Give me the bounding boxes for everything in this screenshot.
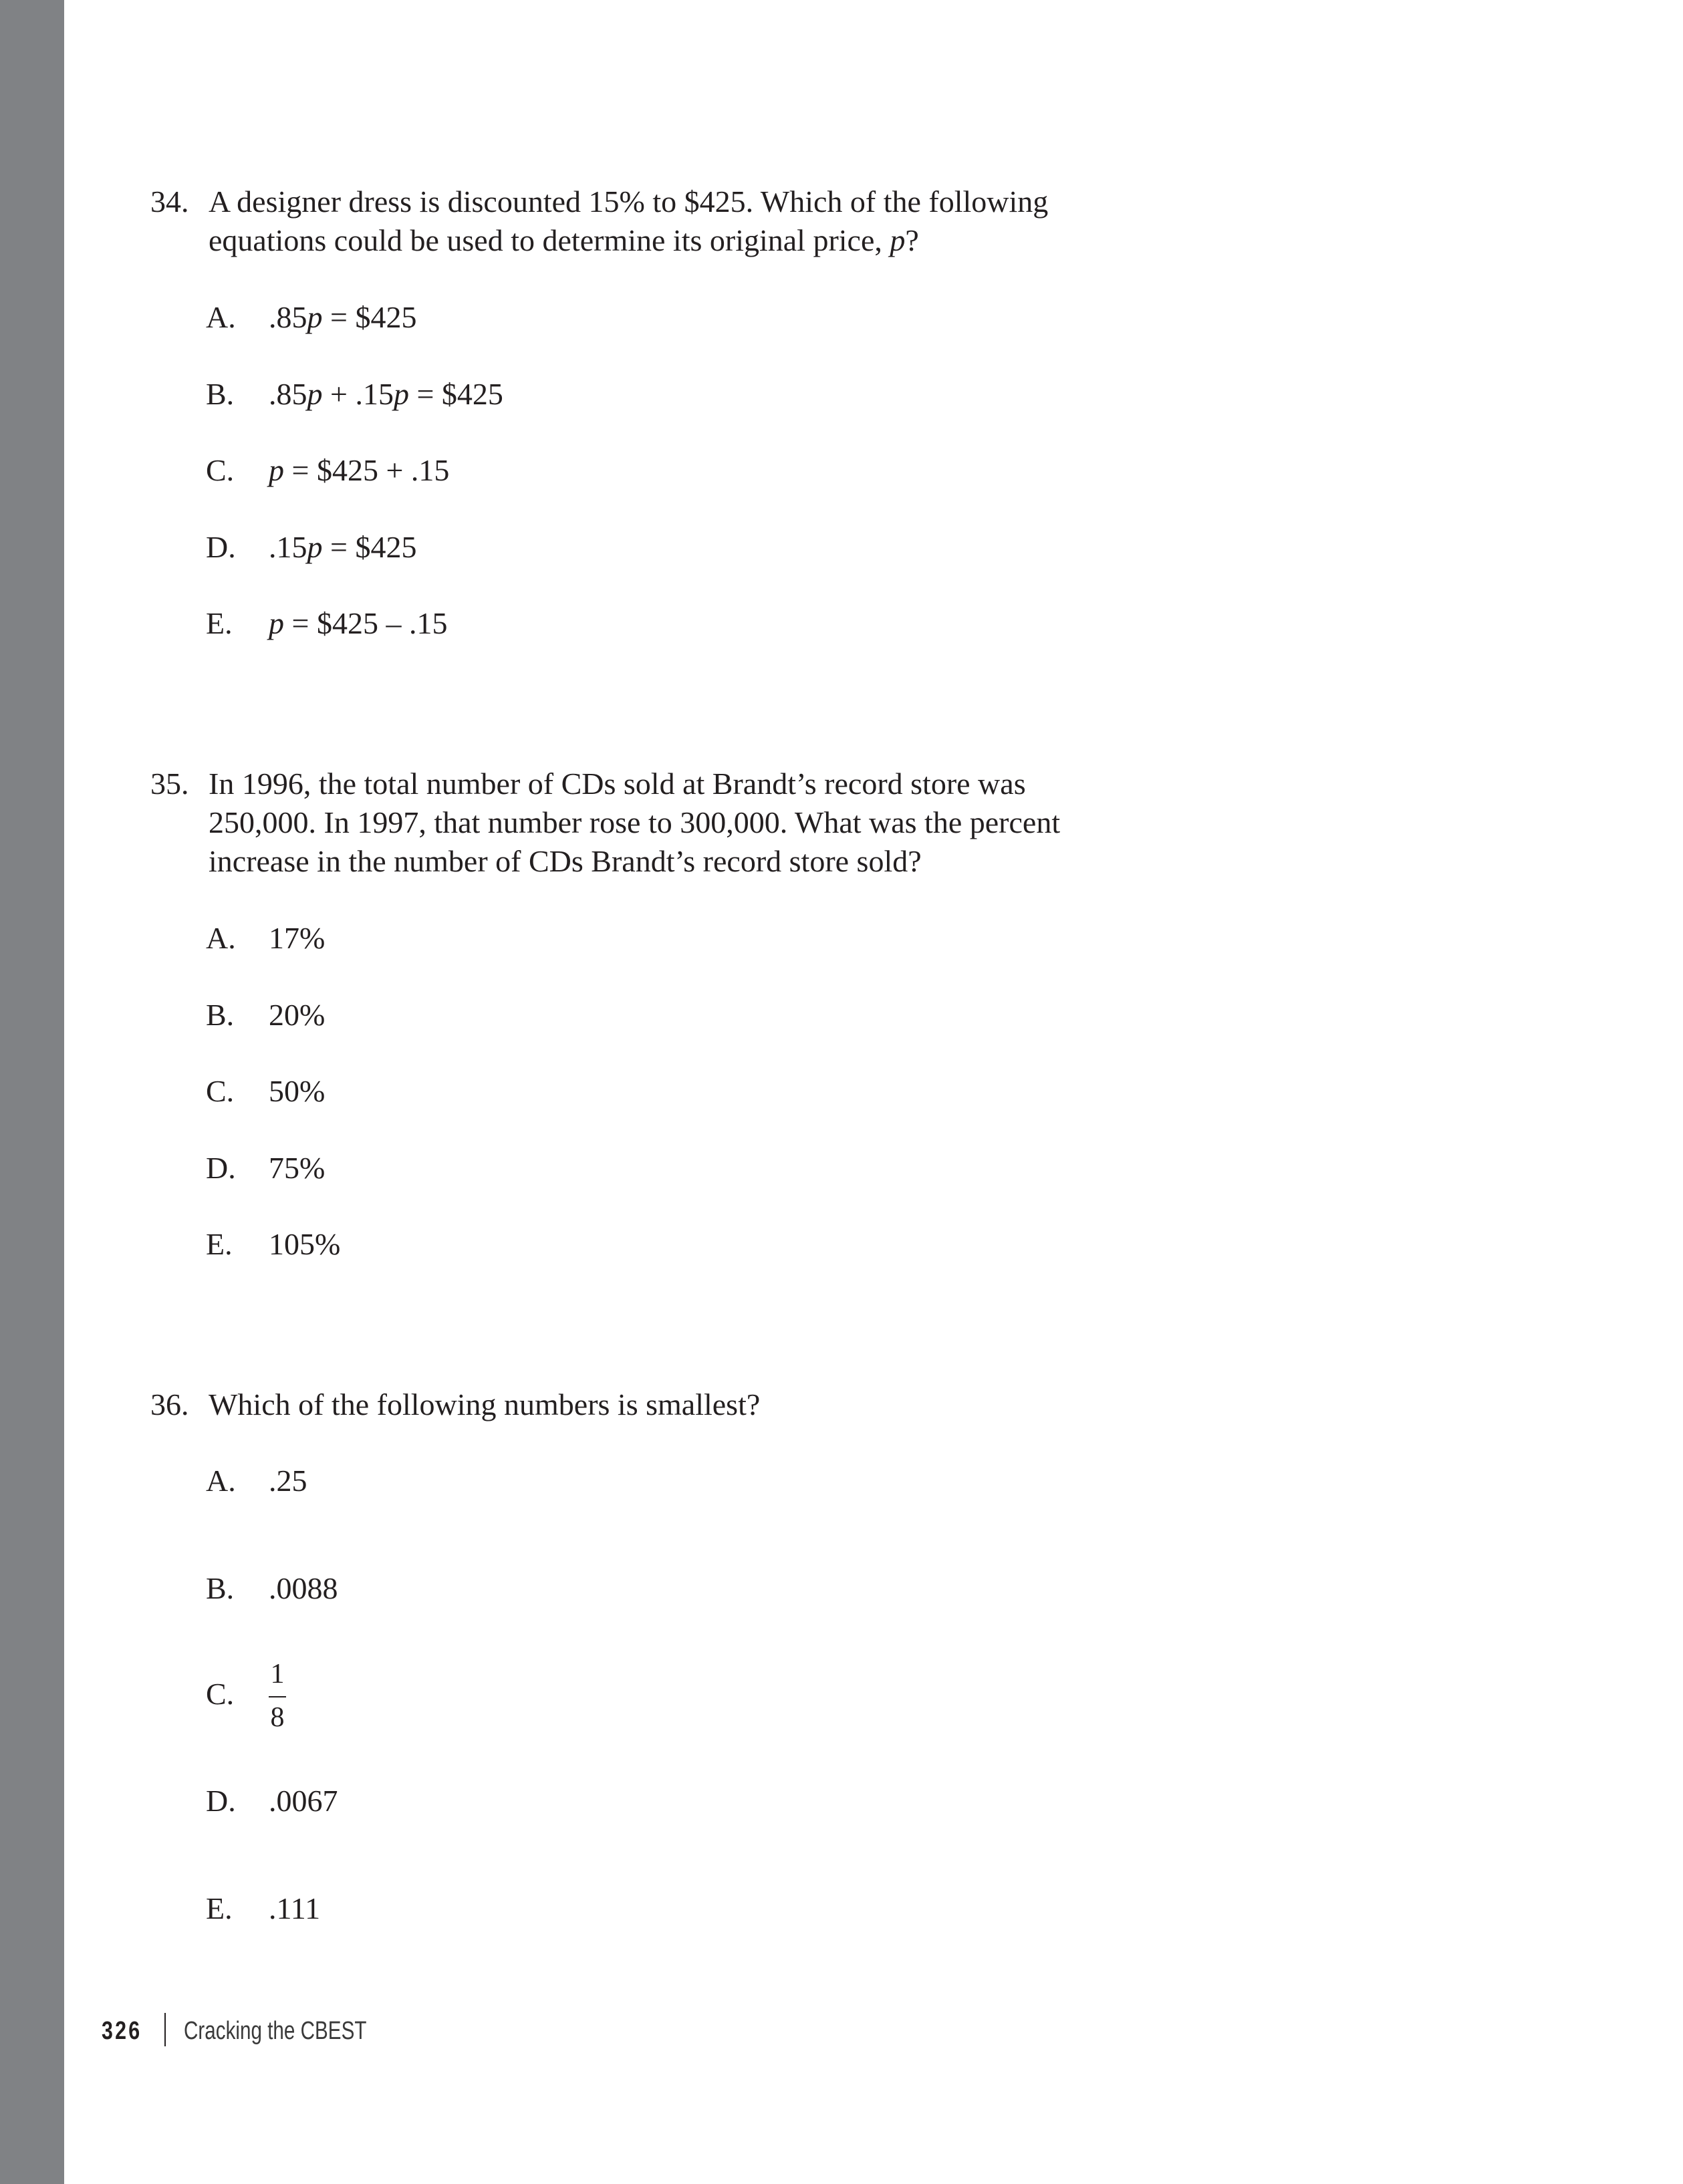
math-variable: p — [307, 530, 323, 564]
text-segment: 75% — [269, 1151, 326, 1185]
text-segment: .85 — [269, 377, 307, 411]
math-variable: p — [269, 606, 284, 640]
text-segment: ? — [905, 223, 919, 257]
page-edge-bar — [0, 0, 64, 2184]
math-variable: p — [269, 453, 284, 487]
answer-choice-value[interactable] — [269, 374, 503, 414]
math-variable: p — [890, 223, 906, 257]
answer-choice-value[interactable] — [269, 995, 325, 1035]
text-segment: .85 — [269, 300, 307, 334]
answer-choice-letter[interactable]: A. — [206, 921, 236, 955]
fraction-numerator: 1 — [270, 1659, 285, 1689]
math-variable: p — [307, 300, 323, 334]
answer-choice-letter[interactable]: A. — [206, 1464, 236, 1498]
answer-choice-letter[interactable]: D. — [206, 1151, 236, 1185]
text-segment: equations could be used to determine its original price, — [209, 223, 890, 257]
answer-choice-letter[interactable]: C. — [206, 453, 235, 487]
answer-choice-value[interactable] — [269, 1781, 338, 1821]
question-text-line — [209, 1385, 760, 1425]
answer-choice-letter[interactable]: E. — [206, 1891, 233, 1925]
answer-choice-letter[interactable]: E. — [206, 1227, 233, 1261]
text-segment: = $425 — [322, 530, 417, 564]
math-variable: p — [393, 377, 409, 411]
question-text-line — [209, 221, 919, 261]
text-segment: increase in the number of CDs Brandt’s record store sold? — [209, 844, 922, 878]
answer-choice-value[interactable] — [269, 1224, 340, 1264]
footer-divider — [164, 2013, 166, 2046]
answer-choice-value[interactable] — [269, 1889, 320, 1929]
answer-choice-value[interactable] — [269, 527, 416, 567]
text-segment: In 1996, the total number of CDs sold at Brandt’s record store was — [209, 767, 1026, 801]
text-segment: .25 — [269, 1464, 307, 1498]
question-text-line — [209, 764, 1026, 804]
math-variable: p — [307, 377, 323, 411]
answer-choice-letter[interactable]: E. — [206, 606, 233, 640]
answer-choice-value[interactable] — [269, 297, 416, 337]
answer-choice-letter[interactable]: B. — [206, 377, 235, 411]
question-text-line — [209, 182, 1048, 222]
text-segment: 50% — [269, 1074, 326, 1108]
text-segment: = $425 — [322, 300, 417, 334]
answer-choice-value[interactable] — [269, 1568, 338, 1609]
question-text-line — [209, 841, 922, 881]
text-segment: .111 — [269, 1891, 321, 1925]
question-number: 36. — [150, 1387, 189, 1421]
text-segment: + .15 — [322, 377, 394, 411]
answer-choice-letter[interactable]: D. — [206, 530, 236, 564]
answer-choice-fraction[interactable] — [269, 1654, 286, 1741]
answer-choice-letter[interactable]: B. — [206, 1571, 235, 1605]
book-title: Cracking the CBEST — [184, 2017, 367, 2045]
answer-choice-value[interactable] — [269, 1071, 325, 1111]
fraction-denominator: 8 — [270, 1702, 285, 1733]
answer-choice-letter[interactable]: A. — [206, 300, 236, 334]
question-text-line — [209, 803, 1060, 843]
answer-choice-letter[interactable]: C. — [206, 1074, 235, 1108]
answer-choice-value[interactable] — [269, 1148, 325, 1188]
answer-choice-value[interactable] — [269, 918, 325, 958]
answer-choice-letter[interactable]: D. — [206, 1784, 236, 1818]
page-number: 326 — [102, 2017, 142, 2045]
text-segment: = $425 + .15 — [284, 453, 450, 487]
answer-choice-value[interactable] — [269, 603, 447, 644]
answer-choice-value[interactable] — [269, 1461, 307, 1501]
text-segment: 250,000. In 1997, that number rose to 300,000. What was the percent — [209, 805, 1061, 839]
text-segment: .0088 — [269, 1571, 338, 1605]
text-segment: .15 — [269, 530, 307, 564]
answer-choice-letter[interactable]: C. — [206, 1677, 235, 1711]
answer-choice-value[interactable] — [269, 450, 449, 491]
question-number: 34. — [150, 184, 189, 219]
text-segment: 105% — [269, 1227, 341, 1261]
text-segment: = $425 – .15 — [284, 606, 448, 640]
text-segment: 17% — [269, 921, 326, 955]
text-segment: .0067 — [269, 1784, 338, 1818]
text-segment: = $425 — [408, 377, 503, 411]
question-number: 35. — [150, 767, 189, 801]
text-segment: 20% — [269, 998, 326, 1032]
answer-choice-letter[interactable]: B. — [206, 998, 235, 1032]
text-segment: Which of the following numbers is smallest? — [209, 1387, 761, 1421]
text-segment: A designer dress is discounted 15% to $425. Which of the following — [209, 184, 1049, 219]
